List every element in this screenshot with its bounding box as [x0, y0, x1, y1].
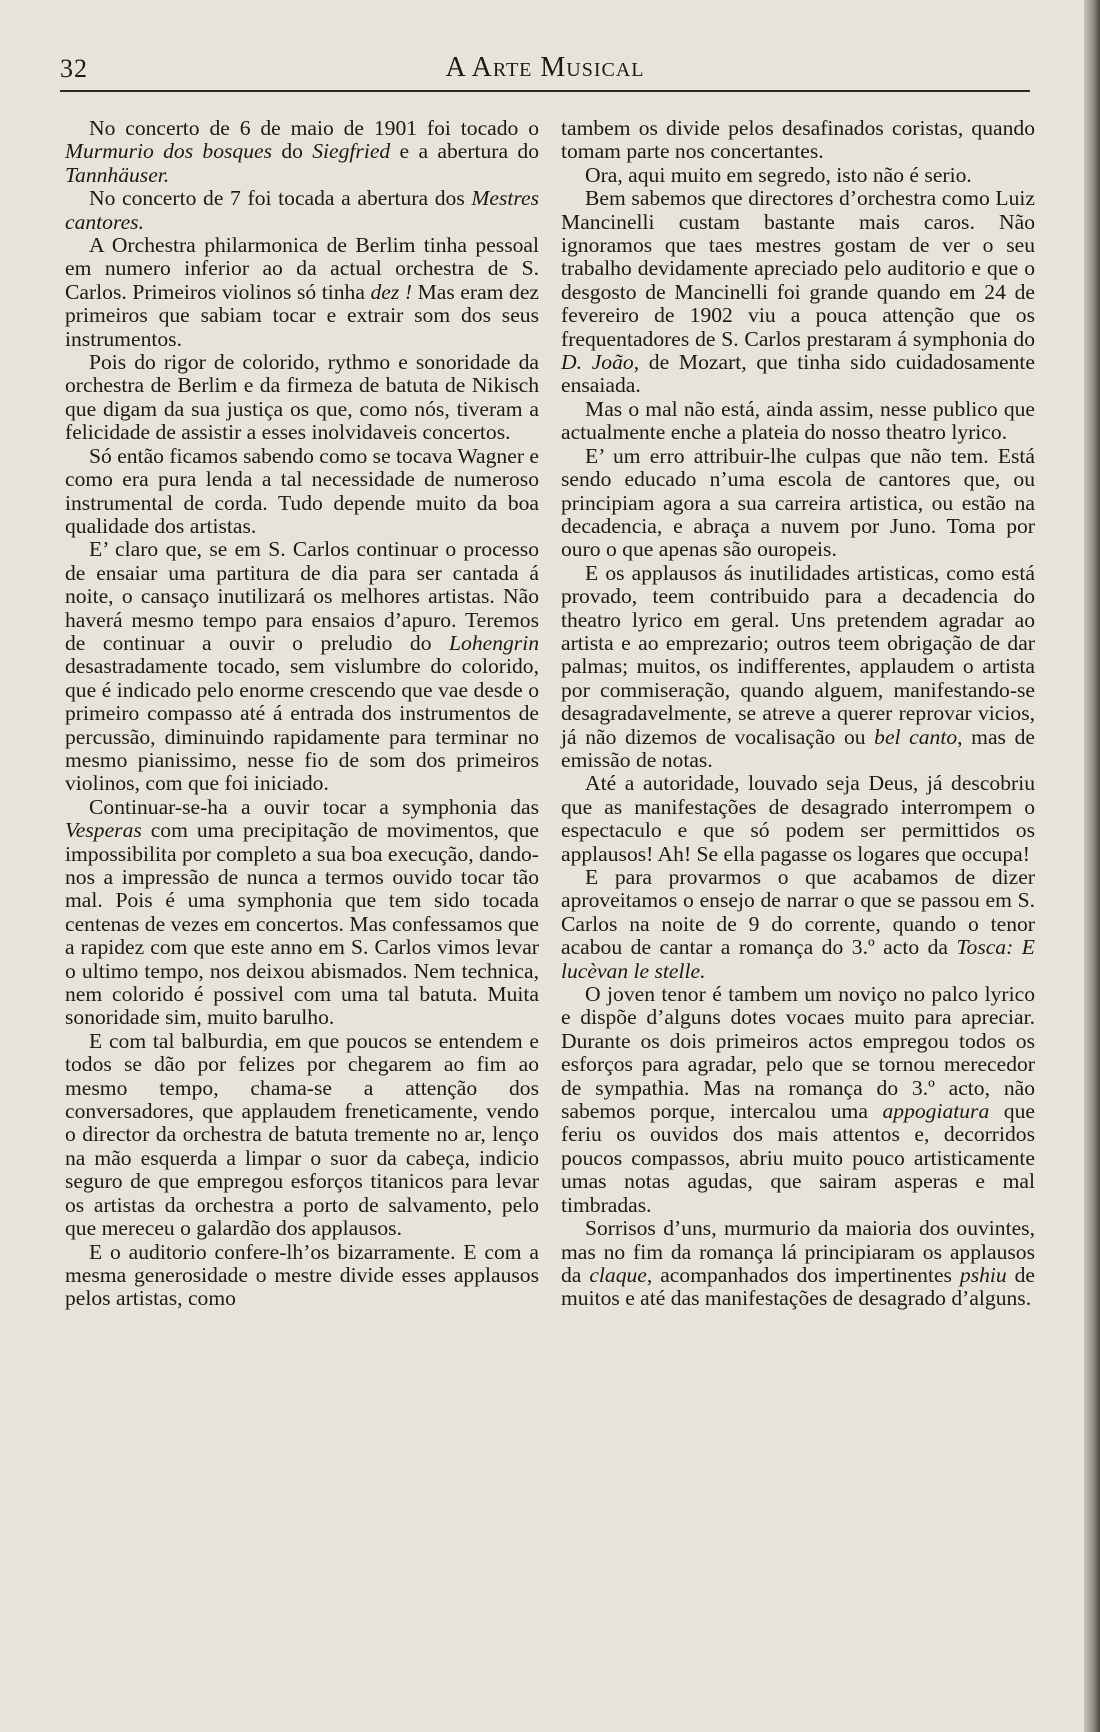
right-column	[561, 117, 1035, 1311]
text-run: Mas eram dez primeiros que sabiam tocar e extrair som dos seus instrumentos.	[65, 279, 539, 351]
italic-text: Murmurio dos bosques	[65, 139, 272, 164]
text-run: tambem os divide pelos desafinados coristas, quando tomam parte nos concertantes.	[561, 116, 1035, 164]
paragraph	[65, 1030, 539, 1241]
text-run: Continuar-se-ha a ouvir tocar a symphonia das	[89, 794, 539, 819]
paragraph	[561, 187, 1035, 398]
text-run: Ora, aqui muito em segredo, isto não é serio.	[585, 162, 972, 187]
left-column	[65, 117, 539, 1311]
paragraph	[65, 351, 539, 445]
text-run: Pois do rigor de colorido, rythmo e sonoridade da orchestra de Berlim e da firmeza de batuta de Nikisch que digam da sua justiça os que, como nós, tiveram a felicidade de assistir a esses inolvidaveis concertos.	[65, 350, 539, 445]
text-run: que feriu os ouvidos dos mais attentos e, decorridos poucos compassos, abriu muito pouco artisticamente umas notas agudas, que sairam asperas e mal timbradas.	[561, 1099, 1035, 1217]
paragraph	[65, 234, 539, 351]
paragraph	[561, 866, 1035, 983]
paragraph	[65, 117, 539, 187]
running-title: A Arte Musical	[445, 52, 645, 83]
text-run: Só então ficamos sabendo como se tocava Wagner e como era pura lenda a tal necessidade de numeroso instrumental de corda. Tudo depende muito da boa qualidade dos artistas.	[65, 443, 539, 538]
text-run: E’ claro que, se em S. Carlos continuar o processo de ensaiar uma partitura de dia para ser cantada á noite, o cansaço inutilizará os melhores artistas. Não haverá mesmo tempo para ensaios d’apuro. Teremos de continuar a ouvir o preludio do	[65, 537, 539, 655]
text-run: O joven tenor é tambem um noviço no palco lyrico e dispõe d’alguns dotes vocaes muito para apreciar. Durante os dois primeiros actos empregou todos os esforços para agradar, pelo que se tornou merecedor de sympathia. Mas na romança do 3.º acto, não sabemos porque, intercalou uma	[561, 982, 1035, 1124]
italic-text: D. João	[561, 350, 634, 375]
header-rule	[60, 90, 1030, 92]
paragraph	[65, 796, 539, 1030]
page-header	[60, 48, 1030, 92]
italic-text: claque	[589, 1262, 647, 1287]
paragraph	[561, 772, 1035, 866]
italic-text: bel canto	[874, 724, 958, 749]
text-run: do	[272, 139, 313, 164]
text-run: com uma precipitação de movimentos, que impossibilita por completo a sua boa execução, dando-nos a impressão de nunca a termos ouvido tocar tão mal. Pois é uma symphonia que tem sido tocada centenas de vezes em concertos. Mas confessamos que a rapidez com que este anno em S. Carlos vimos levar o ultimo tempo, nos deixou abismados. Nem technica, nem colorido é possivel com uma tal batuta. Muita sonoridade sim, muito barulho.	[65, 818, 539, 1030]
text-run: Sorrisos d’uns, murmurio da maioria dos ouvintes, mas no fim da romança lá principiaram os applausos da	[561, 1216, 1035, 1287]
paragraph	[65, 538, 539, 795]
text-run: de muitos e até das manifestações de desagrado d’alguns.	[561, 1262, 1036, 1311]
text-run: E com tal balburdia, em que poucos se entendem e todos se dão por felizes por chegarem ao fim ao mesmo tempo, chama-se a attenção dos conversadores, que applaudem freneticamente, vendo o director da orchestra de batuta tremente no ar, lenço na mão esquerda a limpar o suor da cabeça, indicio seguro de que empregou esforços titanicos para levar os artistas da orchestra a porto de salvamento, pelo que mereceu o galardão dos applausos.	[65, 1028, 539, 1241]
italic-text: Tosca: E lucèvan le stelle.	[561, 935, 1035, 983]
paragraph	[561, 1217, 1035, 1311]
paragraph	[561, 562, 1035, 773]
text-run: E para provarmos o que acabamos de dizer aproveitamos o ensejo de narrar o que se passou em S. Carlos na noite de 9 do corrente, quando o tenor acabou de cantar a romança do 3.º acto da	[561, 865, 1035, 960]
text-run: E’ um erro attribuir-lhe culpas que não tem. Está sendo educado n’uma escola de cantores que, ou principiam agora a sua carreira artistica, ou estão na decadencia, e abraça a nuvem por Juno. Toma por ouro o que apenas são ouropeis.	[561, 443, 1035, 562]
page-edge	[1084, 0, 1100, 1732]
text-run: No concerto de 6 de maio de 1901 foi tocado o	[89, 116, 539, 140]
text-run: Até a autoridade, louvado seja Deus, já descobriu que as manifestações de desagrado interrompem o espectaculo e que só podem ser permittidos os applausos! Ah! Se ella pagasse os logares que occupa!	[561, 771, 1035, 866]
italic-text: Tannhäuser.	[65, 162, 170, 187]
text-run: desastradamente tocado, sem vislumbre do colorido, que é indicado pelo enorme crescendo que vae desde o primeiro compasso até á entrada dos instrumentos de percussão, diminuindo rapidamente para terminar no mesmo pianissimo, nesse fio de som dos primeiros violinos, com que foi iniciado.	[65, 654, 539, 796]
paragraph	[65, 445, 539, 539]
paragraph	[561, 445, 1035, 562]
italic-text: Lohengrin	[449, 630, 539, 655]
text-run: , acompanhados dos impertinentes	[646, 1262, 960, 1287]
text-run: A Orchestra philarmonica de Berlim tinha pessoal em numero inferior ao da actual orchestra de S. Carlos. Primeiros violinos só tinha	[65, 233, 539, 304]
text-run: E o auditorio confere-lh’os bizarramente. E com a mesma generosidade o mestre divide esses applausos pelos artistas, como	[65, 1239, 539, 1311]
paragraph	[561, 117, 1035, 164]
italic-text: pshiu	[959, 1262, 1007, 1287]
page-number: 32	[60, 54, 88, 83]
text-run: Bem sabemos que directores d’orchestra como Luiz Mancinelli custam bastante mais caros. Não ignoramos que taes mestres gostam de ver o seu trabalho devidamente apreciado pelo auditorio e que o desgosto de Mancinelli foi grande quando em 24 de fevereiro de 1902 viu a pouca attenção que os frequentadores de S. Carlos prestaram á symphonia do	[561, 186, 1035, 351]
text-run: No concerto de 7 foi tocada a abertura dos	[89, 186, 472, 211]
italic-text: appogiatura	[882, 1099, 990, 1124]
italic-text: Vesperas	[65, 818, 142, 843]
text-run: , de Mozart, que tinha sido cuidadosamente ensaiada.	[561, 350, 1035, 398]
text-run: e a abertura do	[390, 139, 539, 164]
text-run: E os applausos ás inutilidades artisticas, como está provado, teem contribuido para a decadencia do theatro lyrico em geral. Uns pretendem agradar ao artista e ao emprezario; outros teem obrigação de dar palmas; muitos, os indifferentes, applaudem o artista por commiseração, quando alguem, manifestando-se desagradavelmente, se atreve a querer reprovar vicios, já não dizemos de vocalisação ou	[561, 560, 1035, 749]
paragraph	[65, 187, 539, 234]
paragraph	[65, 1241, 539, 1311]
paragraph	[561, 398, 1035, 445]
italic-text: Mestres cantores.	[65, 186, 539, 234]
text-run: , mas de emissão de notas.	[561, 724, 1035, 772]
italic-text: Siegfried	[312, 139, 391, 164]
paragraph	[561, 164, 1035, 187]
paragraph	[561, 983, 1035, 1217]
text-run: Mas o mal não está, ainda assim, nesse publico que actualmente enche a plateia do nosso theatro lyrico.	[561, 396, 1035, 445]
italic-text: dez !	[370, 279, 413, 304]
